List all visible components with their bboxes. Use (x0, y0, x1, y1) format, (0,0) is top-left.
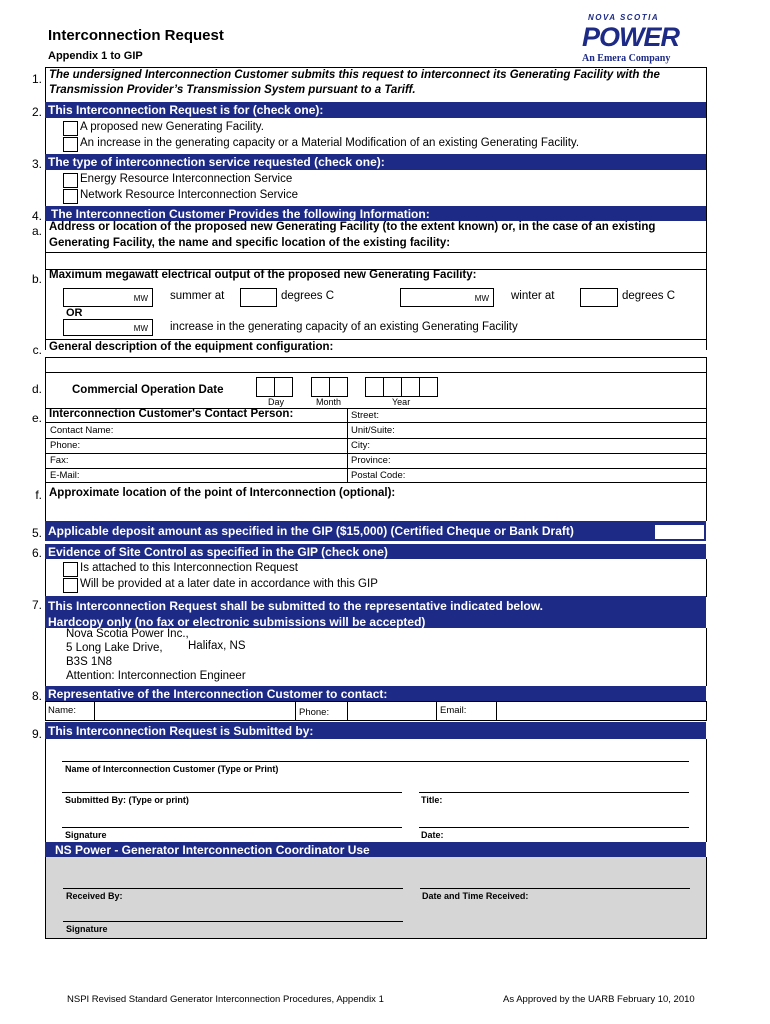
office-use-panel (45, 857, 707, 939)
year-digit-1[interactable] (365, 377, 384, 397)
fax-field[interactable]: Fax: (50, 455, 69, 466)
section-9-number: 9. (31, 727, 42, 741)
rep-email-input[interactable] (498, 703, 704, 719)
month-label: Month (316, 397, 342, 407)
page-title: Interconnection Request (48, 27, 224, 44)
network-resource-checkbox[interactable] (63, 189, 78, 204)
address-line-2: 5 Long Lake Drive, (66, 642, 163, 654)
item-b-letter: b. (31, 272, 42, 286)
page-subtitle: Appendix 1 to GIP (48, 50, 143, 62)
section-8-header: Representative of the Interconnection Customer to contact: (45, 686, 706, 701)
customer-name-line[interactable] (62, 761, 689, 762)
energy-resource-label: Energy Resource Interconnection Service (80, 173, 293, 185)
month-digit-1[interactable] (311, 377, 330, 397)
item-f-letter: f. (35, 488, 42, 502)
signature-label: Signature (65, 830, 107, 840)
unit-suite-field[interactable]: Unit/Suite: (351, 425, 395, 436)
site-control-later-checkbox[interactable] (63, 578, 78, 593)
signature-line[interactable] (62, 827, 402, 828)
section-8-number: 8. (31, 689, 42, 703)
item-b-text: Maximum megawatt electrical output of the proposed new Generating Facility: (49, 269, 477, 281)
date-label: Date: (421, 830, 444, 840)
received-by-line[interactable] (63, 888, 403, 889)
street-field[interactable]: Street: (351, 410, 379, 421)
date-line[interactable] (419, 827, 689, 828)
year-digit-3[interactable] (401, 377, 420, 397)
winter-degrees-input[interactable] (580, 288, 618, 307)
month-digit-2[interactable] (329, 377, 348, 397)
office-use-header: NS Power - Generator Interconnection Coordinator Use (45, 842, 706, 857)
site-control-attached-checkbox[interactable] (63, 562, 78, 577)
summer-degrees-label: degrees C (281, 290, 335, 302)
new-facility-label: A proposed new Generating Facility. (80, 121, 264, 133)
footer-left: NSPI Revised Standard Generator Interconnection Procedures, Appendix 1 (67, 994, 384, 1005)
submitted-by-label: Submitted By: (Type or print) (65, 795, 189, 805)
section-3-number: 3. (31, 157, 42, 171)
year-digit-4[interactable] (419, 377, 438, 397)
day-label: Day (268, 397, 285, 407)
section-7-header (45, 596, 706, 628)
section-7-number: 7. (31, 598, 42, 612)
customer-name-label: Name of Interconnection Customer (Type or Print) (65, 764, 279, 774)
or-label: OR (66, 307, 83, 319)
address-attention: Attention: Interconnection Engineer (66, 670, 246, 682)
item-a-text-line2: Generating Facility, the name and specific location of the existing facility: (49, 237, 451, 249)
date-time-received-line[interactable] (420, 888, 690, 889)
new-facility-checkbox[interactable] (63, 121, 78, 136)
site-control-later-label: Will be provided at a later date in accordance with this GIP (80, 578, 378, 590)
section-4-number: 4. (31, 209, 42, 223)
site-control-attached-label: Is attached to this Interconnection Request (80, 562, 298, 574)
increase-mw-input[interactable]: MW (63, 319, 153, 336)
rep-name-label: Name: (48, 705, 76, 716)
section-4-header: The Interconnection Customer Provides the following Information: (45, 206, 706, 221)
rep-email-label: Email: (440, 705, 467, 716)
address-line-1: Nova Scotia Power Inc., (66, 628, 189, 640)
rep-name-input[interactable] (96, 703, 294, 719)
item-f-text: Approximate location of the point of Interconnection (optional): (49, 487, 396, 499)
section-7-header-line1: This Interconnection Request shall be submitted to the representative indicated below. (48, 599, 543, 613)
item-a-text-line1: Address or location of the proposed new Generating Facility (to the extent known) or, in the case of an existing (49, 221, 656, 233)
section-5-number: 5. (31, 526, 42, 540)
office-signature-label: Signature (66, 924, 108, 934)
item-d-letter: d. (31, 382, 42, 396)
section-9-header: This Interconnection Request is Submitted by: (45, 722, 706, 739)
province-field[interactable]: Province: (351, 455, 391, 466)
rep-phone-label: Phone: (299, 707, 330, 718)
year-digit-2[interactable] (383, 377, 402, 397)
item-c-text: General description of the equipment configuration: (49, 341, 334, 353)
increase-label: increase in the generating capacity of an existing Generating Facility (170, 321, 518, 333)
summer-at-label: summer at (170, 290, 225, 302)
winter-at-label: winter at (511, 290, 555, 302)
representative-row (45, 701, 707, 721)
footer-right: As Approved by the UARB February 10, 2010 (503, 994, 695, 1005)
contact-name-field[interactable]: Contact Name: (50, 425, 114, 436)
city-field[interactable]: City: (351, 440, 370, 451)
postal-code-field[interactable]: Postal Code: (351, 470, 406, 481)
contact-person-label: Interconnection Customer's Contact Person: (49, 408, 294, 420)
item-e-letter: e. (31, 411, 42, 425)
deposit-amount-field[interactable] (655, 525, 704, 539)
winter-mw-input[interactable]: MW (400, 288, 494, 307)
year-label: Year (392, 397, 411, 407)
nova-scotia-power-logo: NOVA SCOTIA POWER An Emera Company (582, 13, 680, 64)
section-1-number: 1. (31, 72, 42, 86)
item-a-letter: a. (31, 224, 42, 238)
section-2-number: 2. (31, 105, 42, 119)
section-7-header-line2: Hardcopy only (no fax or electronic submissions will be accepted) (48, 615, 426, 629)
office-signature-line[interactable] (63, 921, 403, 922)
section-1-text-line1: The undersigned Interconnection Customer submits this request to interconnect its Generating Facility with the (49, 69, 660, 81)
section-2-header: This Interconnection Request is for (check one): (45, 102, 706, 118)
received-by-label: Received By: (66, 891, 123, 901)
title-label: Title: (421, 795, 443, 805)
title-line[interactable] (419, 792, 689, 793)
increase-capacity-label: An increase in the generating capacity or a Material Modification of an existing Generating Facility. (80, 137, 580, 149)
energy-resource-checkbox[interactable] (63, 173, 78, 188)
increase-capacity-checkbox[interactable] (63, 137, 78, 152)
section-1-text-line2: Transmission Provider’s Transmission System pursuant to a Tariff. (49, 84, 416, 96)
equipment-configuration-field[interactable] (45, 357, 707, 373)
address-postal: B3S 1N8 (66, 656, 113, 668)
section-6-number: 6. (31, 546, 42, 560)
rep-phone-input[interactable] (349, 703, 435, 719)
section-6-header: Evidence of Site Control as specified in the GIP (check one) (45, 544, 706, 559)
facility-location-field[interactable] (46, 253, 706, 269)
date-time-received-label: Date and Time Received: (422, 891, 529, 901)
submitted-by-line[interactable] (62, 792, 402, 793)
email-field[interactable]: E-Mail: (50, 470, 80, 481)
interconnection-point-field[interactable] (46, 503, 706, 520)
summer-degrees-input[interactable] (240, 288, 277, 307)
summer-mw-input[interactable]: MW (63, 288, 153, 307)
section-3-header: The type of interconnection service requested (check one): (45, 154, 706, 170)
day-digit-2[interactable] (274, 377, 293, 397)
section-5-header: Applicable deposit amount as specified in the GIP ($15,000) (Certified Cheque or Bank Draft) (45, 521, 706, 541)
address-city-province: Halifax, NS (188, 640, 246, 652)
phone-field[interactable]: Phone: (50, 440, 81, 451)
item-c-letter: c. (32, 343, 42, 357)
winter-degrees-label: degrees C (622, 290, 676, 302)
commercial-operation-label: Commercial Operation Date (72, 384, 224, 396)
day-digit-1[interactable] (256, 377, 275, 397)
network-resource-label: Network Resource Interconnection Service (80, 189, 298, 201)
